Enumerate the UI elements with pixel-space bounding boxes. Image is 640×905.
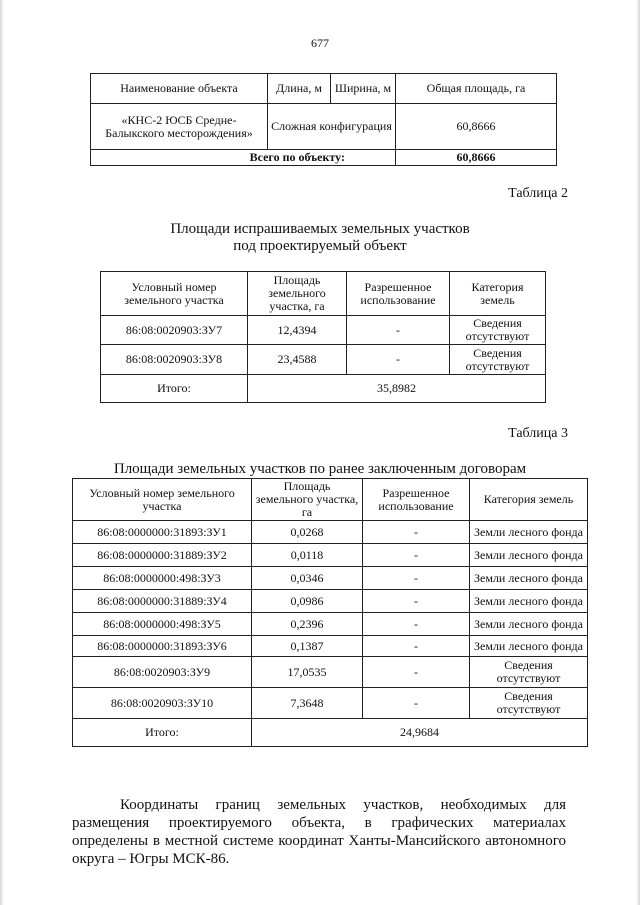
t2-header-number: Условный номер земельного участка <box>101 272 248 316</box>
t3-plot-usage: - <box>363 521 470 544</box>
t1-header-total-area: Общая площадь, га <box>396 74 557 104</box>
t3-header-usage: Разрешенное использование <box>363 479 470 521</box>
t3-plot-number: 86:08:0020903:ЗУ9 <box>73 657 252 688</box>
t2-plot-usage: - <box>347 345 450 375</box>
coordinates-paragraph: Координаты границ земельных участков, необходимых для размещения проектируемого объекта, в графических материалах определены в местной системе координат Ханты-Мансийского автономного округа – Югры МСК-86. <box>72 797 566 867</box>
t3-total-label: Итого: <box>73 719 252 747</box>
t2-header-usage: Разрешенное использование <box>347 272 450 316</box>
t3-plot-number: 86:08:0000000:31889:ЗУ2 <box>73 544 252 567</box>
t3-plot-area: 17,0535 <box>252 657 363 688</box>
t3-plot-category: Сведения отсутствуют <box>470 688 588 719</box>
t3-plot-area: 0,2396 <box>252 613 363 636</box>
t3-plot-area: 0,0986 <box>252 590 363 613</box>
t3-total-value: 24,9684 <box>252 719 588 747</box>
t2-plot-number: 86:08:0020903:ЗУ8 <box>101 345 248 375</box>
t3-plot-usage: - <box>363 544 470 567</box>
table-row <box>101 316 546 345</box>
table-row <box>73 636 588 657</box>
table3-caption: Таблица 3 <box>508 426 568 441</box>
t3-plot-usage: - <box>363 657 470 688</box>
t3-plot-number: 86:08:0020903:ЗУ10 <box>73 688 252 719</box>
table-row <box>73 521 588 544</box>
scan-edge-left <box>0 0 4 905</box>
t3-plot-number: 86:08:0000000:31889:ЗУ4 <box>73 590 252 613</box>
t3-plot-area: 0,0346 <box>252 567 363 590</box>
t3-plot-usage: - <box>363 590 470 613</box>
t2-total-label: Итого: <box>101 375 248 403</box>
t3-header-number: Условный номер земельного участка <box>73 479 252 521</box>
t3-header-area: Площадь земельного участка, га <box>252 479 363 521</box>
t3-plot-category: Земли лесного фонда <box>470 567 588 590</box>
t3-plot-category: Земли лесного фонда <box>470 590 588 613</box>
t3-plot-area: 7,3648 <box>252 688 363 719</box>
t3-plot-category: Земли лесного фонда <box>470 544 588 567</box>
t3-plot-usage: - <box>363 636 470 657</box>
t2-header-category: Категория земель <box>450 272 546 316</box>
t2-plot-category: Сведения отсутствуют <box>450 345 546 375</box>
t3-plot-number: 86:08:0000000:31893:ЗУ6 <box>73 636 252 657</box>
t2-plot-usage: - <box>347 316 450 345</box>
table-row <box>73 590 588 613</box>
t1-header-length: Длина, м <box>268 74 331 104</box>
t1-total-value: 60,8666 <box>396 150 557 166</box>
scan-edge-right <box>636 0 640 905</box>
t3-plot-usage: - <box>363 688 470 719</box>
t1-header-width: Ширина, м <box>331 74 396 104</box>
t1-total-label: Всего по объекту: <box>91 150 396 166</box>
t3-plot-number: 86:08:0000000:498:ЗУ5 <box>73 613 252 636</box>
object-area-table <box>90 73 557 166</box>
table-row <box>73 688 588 719</box>
t3-plot-category: Сведения отсутствуют <box>470 657 588 688</box>
table2-title-line2: под проектируемый объект <box>233 238 407 254</box>
table2-caption: Таблица 2 <box>508 186 568 201</box>
t2-plot-category: Сведения отсутствуют <box>450 316 546 345</box>
table-row <box>73 544 588 567</box>
t3-plot-area: 0,1387 <box>252 636 363 657</box>
table-row <box>73 567 588 590</box>
t3-plot-area: 0,0268 <box>252 521 363 544</box>
t2-total-value: 35,8982 <box>248 375 546 403</box>
t3-plot-number: 86:08:0000000:31893:ЗУ1 <box>73 521 252 544</box>
page-number: 677 <box>311 36 329 50</box>
table-row <box>101 345 546 375</box>
t1-header-object: Наименование объекта <box>91 74 268 104</box>
t2-plot-number: 86:08:0020903:ЗУ7 <box>101 316 248 345</box>
table-row <box>73 613 588 636</box>
t3-header-category: Категория земель <box>470 479 588 521</box>
t2-header-area: Площадь земельного участка, га <box>248 272 347 316</box>
requested-plots-table <box>100 271 546 403</box>
t1-area-value: 60,8666 <box>396 104 557 150</box>
t3-plot-usage: - <box>363 613 470 636</box>
t3-plot-category: Земли лесного фонда <box>470 521 588 544</box>
contract-plots-table <box>72 478 588 747</box>
t1-dimensions: Сложная конфигурация <box>268 104 396 150</box>
t3-plot-area: 0,0118 <box>252 544 363 567</box>
table2-title-line1: Площади испрашиваемых земельных участков <box>170 221 470 237</box>
t3-plot-category: Земли лесного фонда <box>470 636 588 657</box>
t1-object-name: «КНС-2 ЮСБ Средне-Балыкского месторождения» <box>91 104 268 150</box>
table-row <box>73 657 588 688</box>
t2-plot-area: 12,4394 <box>248 316 347 345</box>
table3-title: Площади земельных участков по ранее заключенным договорам <box>113 461 527 477</box>
t3-plot-number: 86:08:0000000:498:ЗУ3 <box>73 567 252 590</box>
t3-plot-category: Земли лесного фонда <box>470 613 588 636</box>
t3-plot-usage: - <box>363 567 470 590</box>
t2-plot-area: 23,4588 <box>248 345 347 375</box>
